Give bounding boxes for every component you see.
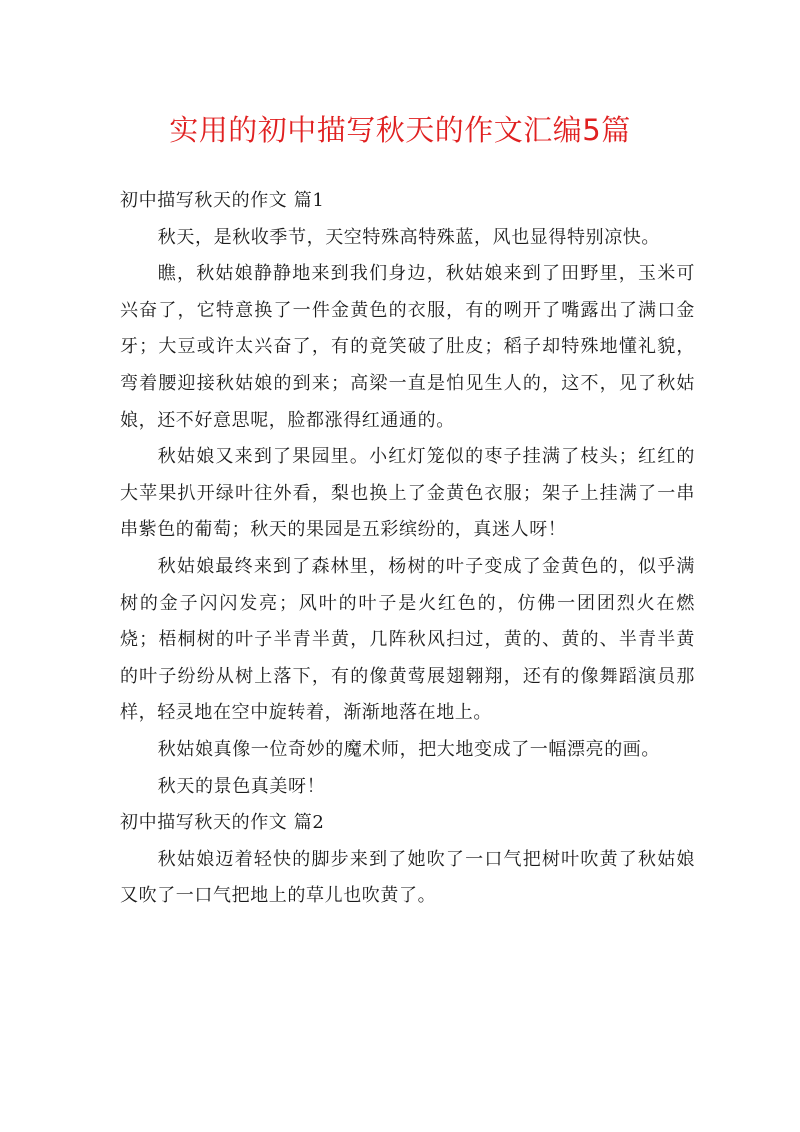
paragraph: 秋姑娘最终来到了森林里，杨树的叶子变成了金黄色的，似乎满树的金子闪闪发亮；风叶的叶子是火红色的，仿佛一团团烈火在燃烧；梧桐树的叶子半青半黄，几阵秋风扫过，黄的、黄的、半青半黄的叶子纷纷从树上落下，有的像黄莺展翅翱翔，还有的像舞蹈演员那样，轻灵地在空中旋转着，渐渐地落在地上。 (120, 555, 695, 724)
section-heading: 初中描写秋天的作文 篇1 (120, 190, 325, 211)
essay-section-2 (120, 805, 695, 915)
document-title: 实用的初中描写秋天的作文汇编5篇 (169, 113, 631, 147)
paragraph: 秋姑娘真像一位奇妙的魔术师，把大地变成了一幅漂亮的画。 (157, 738, 660, 760)
paragraph: 秋天的景色真美呀！ (157, 775, 326, 797)
section-heading: 初中描写秋天的作文 篇2 (120, 812, 325, 834)
paragraph: 瞧，秋姑娘静静地来到我们身边，秋姑娘来到了田野里，玉米可兴奋了，它特意换了一件金黄色的衣服，有的咧开了嘴露出了满口金牙；大豆或许太兴奋了，有的竟笑破了肚皮；稻子却特殊地懂礼貌，弯着腰迎接秋姑娘的到来；高梁一直是怕见生人的，这不，见了秋姑娘，还不好意思呢，脸都涨得红通通的。 (120, 263, 695, 431)
document-body (120, 183, 695, 915)
paragraph: 秋姑娘又来到了果园里。小红灯笼似的枣子挂满了枝头；红红的大苹果扒开绿叶往外看，梨也换上了金黄色衣服；架子上挂满了一串串紫色的葡萄；秋天的果园是五彩缤纷的，真迷人呀！ (120, 446, 695, 541)
paragraph: 秋姑娘迈着轻快的脚步来到了她吹了一口气把树叶吹黄了秋姑娘又吹了一口气把地上的草儿也吹黄了。 (120, 848, 695, 907)
essay-section-1 (120, 183, 695, 805)
paragraph: 秋天，是秋收季节，天空特殊高特殊蓝，风也显得特别凉快。 (157, 226, 660, 248)
